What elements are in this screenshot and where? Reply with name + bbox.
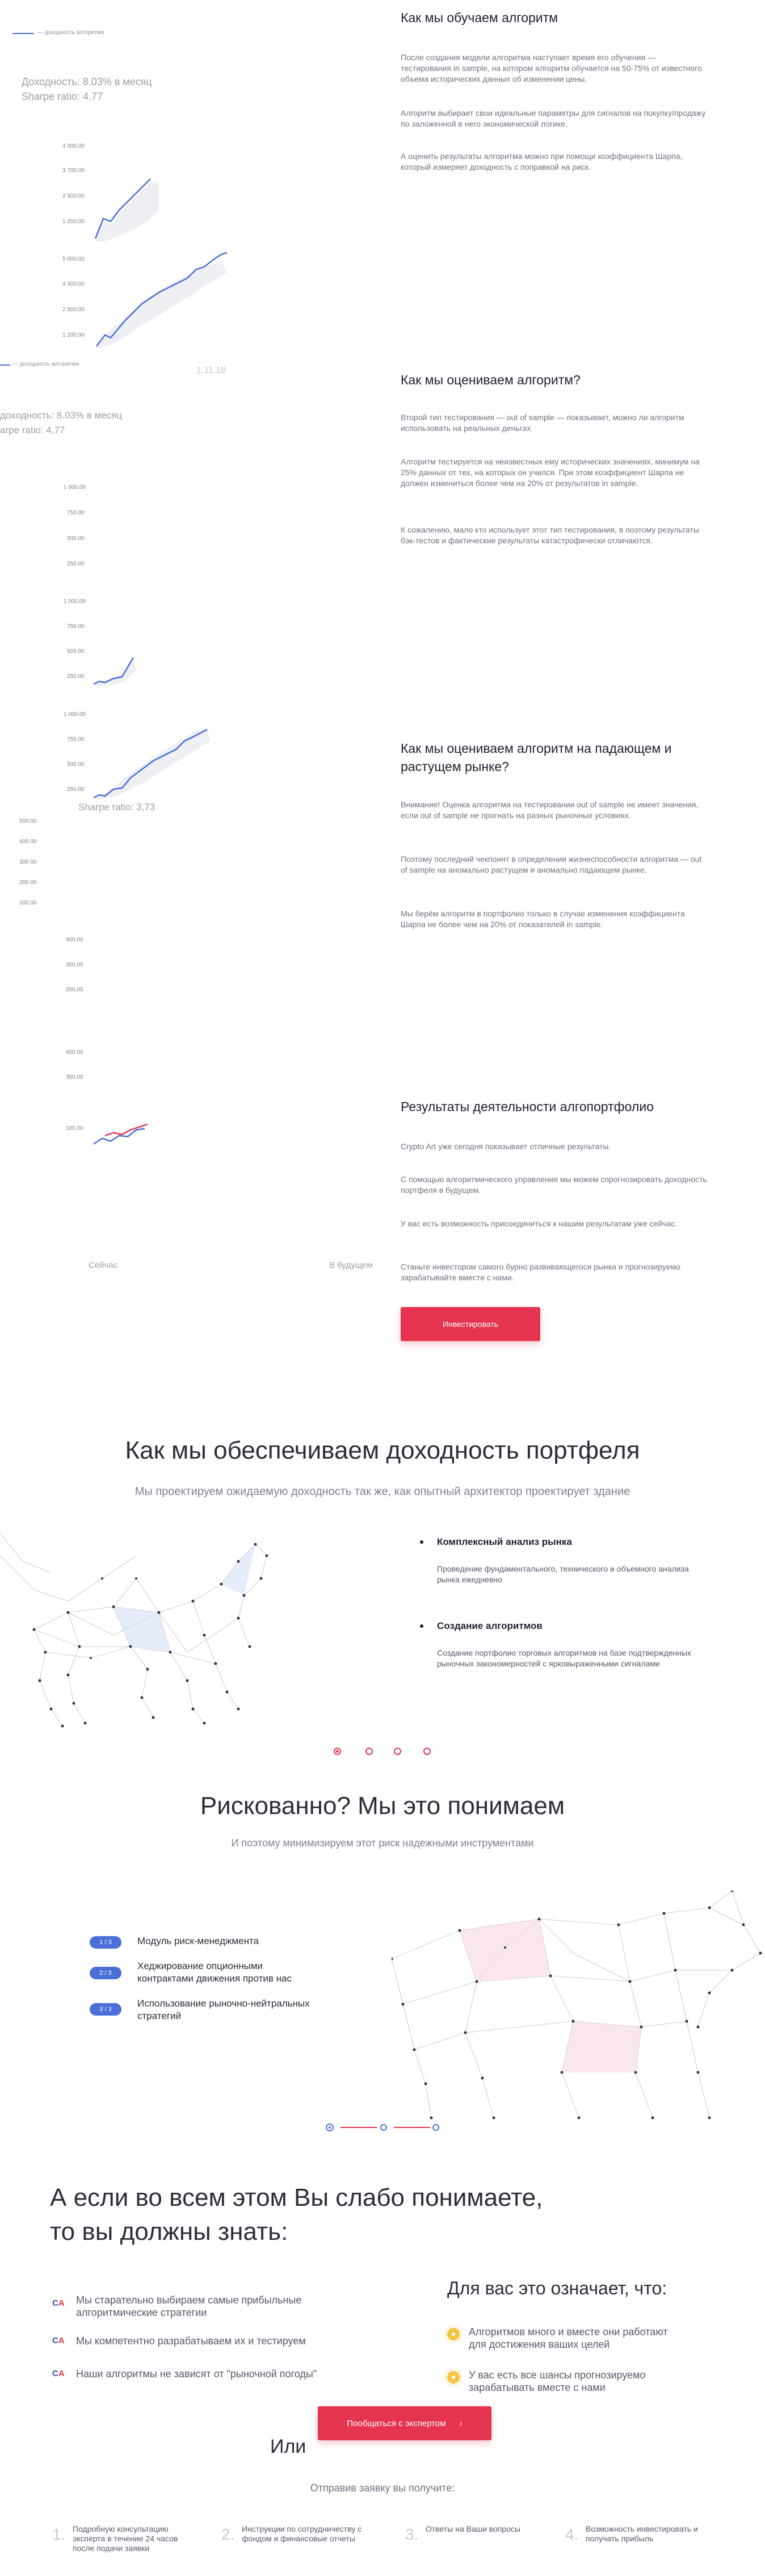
risk-badge-3: 3 / 3 [90, 2003, 121, 2016]
ca-logo-icon-2: CA [52, 2336, 65, 2345]
risk-badge-1: 1 / 3 [90, 1936, 121, 1949]
risk-label-3: Использование рыночно-нейтральных стратегий [137, 1998, 310, 2021]
pager-dot-4[interactable] [423, 1748, 431, 1755]
step-text-4: Возможность инвестировать и получать прибыль [586, 2524, 698, 2543]
section-results-title: Результаты деятельности алгопортфолио [401, 1099, 654, 1114]
know-item-1: Мы старательно выбираем самые прибыльные алгоритмические стратегии [76, 2294, 302, 2318]
top-chart-a [91, 165, 165, 244]
risk-badge-2: 2 / 3 [90, 1967, 121, 1979]
sharpe-label: Sharpe ratio: 4,77 [22, 91, 103, 102]
step-text-2: Инструкции по сотрудничеству с фондом и финансовые отчеты [242, 2524, 362, 2543]
section-portfolio-title: Как мы обеспечиваем доходность портфеля [125, 1436, 640, 1464]
ca-logo-icon-1: CA [52, 2298, 65, 2308]
pager-dot-2[interactable] [365, 1748, 373, 1755]
return-label: Доходность: 8.03% в месяц [22, 76, 152, 87]
chart-b-band [96, 261, 227, 349]
expert-button-label: Пообщаться с экспертом [347, 2418, 446, 2428]
section-market-p3: Мы берём алгоритм в портфолио только в случае изменения коэффициента Шарпа не более чем на 20% от показателей in sample. [401, 909, 685, 929]
section-results-p2: С помощью алгоритмического управления мы можем спрогнозировать доходность портфеля в будущем. [401, 1175, 707, 1195]
expert-button[interactable] [318, 2406, 491, 2440]
mid-chart-d [91, 653, 142, 687]
step-text-3: Ответы на Ваши вопросы [426, 2524, 521, 2533]
bottom-chart [91, 1113, 153, 1147]
pager-dot-1[interactable] [334, 1748, 341, 1755]
step-text-1: Подробную консультацию эксперта в течение 24 часов после подачи заявки [73, 2524, 178, 2553]
section-train-title: Как мы обучаем алгоритм [401, 10, 558, 25]
risk-pager-dot-3[interactable] [432, 2124, 439, 2131]
ca-logo-icon-3: CA [52, 2369, 65, 2378]
section-know-title-line1: А если во всем этом Вы слабо понимаете, [50, 2184, 543, 2211]
yellow-dot-icon-2 [447, 2371, 460, 2384]
mid-chart-e [91, 710, 216, 801]
section-train-p3: А оценить результаты алгоритма можно при помощи коэффициента Шарпа, который измеряет доходность с поправкой на риск. [401, 152, 683, 171]
bull-illustration [0, 1522, 318, 1737]
means-item-2: У вас есть все шансы прогнозируемо зарабатывать вместе с нами [469, 2369, 646, 2393]
section-results-p4: Станьте инвестором самого бурно развивающегося рынка и прогнозируемо зарабатывайте вместе с нами. [401, 1262, 680, 1282]
section-risk-subtitle: И поэтому минимизируем этот риск надежными инструментами [231, 1837, 534, 1849]
know-item-3: Наши алгоритмы не зависят от "рыночной погоды" [76, 2368, 317, 2380]
step-num-4: 4. [565, 2525, 579, 2543]
means-item-1: Алгоритмов много и вместе они работают для достижения ваших целей [469, 2326, 668, 2350]
top-chart-b [91, 238, 233, 352]
section-eval-p1: Второй тип тестирования — out of sample — показывает, можно ли алгоритм использовать на реальных деньгах [401, 413, 684, 433]
risk-label-1: Модуль риск-менеджмента [137, 1936, 259, 1946]
section-eval-p3: К сожалению, мало кто использует этот тип тестирования, в поэтому результаты бэк-тестов и фактические результаты катастрофически отличаются. [401, 525, 699, 545]
section-market-p2: Поэтому последний чекпоинт в определении жизнеспособности алгоритма — out of sample на аномально растущем и аномально падающем рынке. [401, 855, 702, 874]
section-results-p1: Crypto Art уже сегодня показывает отличные результаты. [401, 1142, 611, 1151]
pager-dot-3[interactable] [394, 1748, 401, 1755]
section-market-p1: Внимание! Оценка алгоритма на тестировании out of sample не имеет значения, если out of sample не прогнать на разных рыночных условиях. [401, 800, 699, 820]
future-label: В будущем [329, 1260, 373, 1270]
step-num-2: 2. [221, 2525, 235, 2543]
means-title: Для вас это означает, что: [447, 2278, 667, 2298]
section-eval-title: Как мы оцениваем алгоритм? [401, 372, 581, 387]
arrow-right-icon: › [459, 2418, 463, 2428]
bear-illustration [392, 1891, 765, 2129]
chart-a-band [95, 182, 159, 241]
section-results-p3: У вас есть возможность присоединиться к нашим результатам уже сейчас. [401, 1219, 678, 1228]
section-know-title-line2: то вы должны знать: [50, 2218, 288, 2246]
section-risk-title: Рискованно? Мы это понимаем [200, 1792, 565, 1820]
cta-note: Отправив заявку вы получите: [310, 2482, 455, 2494]
or-label: Или [270, 2436, 306, 2457]
top-chart-legend: — доходность алгоритма [12, 30, 126, 37]
section-eval-p2: Алгоритм тестируется на неизвестных ему исторических значениях, минимум на 25% данных от тех, на которых он учился. При этом коэффициент Шарпа не должен измениться более чем на 20% от результатов in sample. [401, 457, 700, 488]
date-label: 1.11.18 [196, 366, 226, 375]
mid-return-label: доходность: 8.03% в месяц [0, 410, 123, 421]
section-train-p1: После создания модели алгоритма наступает время его обучения — тестирования in sample, на котором алгоритм обучается на 50-75% от известного объема исторических данных об изменении цены. [401, 53, 702, 83]
risk-pager-dot-2[interactable] [380, 2124, 387, 2131]
mid-sharpe2-label: Sharpe ratio: 3,73 [78, 802, 155, 812]
risk-pager-dot-1[interactable] [326, 2123, 334, 2131]
yellow-dot-icon-1 [447, 2328, 460, 2340]
step-num-3: 3. [405, 2525, 419, 2543]
section-portfolio-subtitle: Мы проектируем ожидаемую доходность так же, как опытный архитектор проектирует здание [134, 1485, 631, 1498]
section-train-p2: Алгоритм выбирает свои идеальные параметры для сигналов на покупку/продажу по заложенной в него экономической логике. [401, 108, 706, 128]
section-market-title: Как мы оцениваем алгоритм на падающем и растущем рынке? [401, 741, 672, 774]
bottom-legend: — доходность алгоритма [0, 361, 114, 369]
mid-sharpe-label: arpe ratio: 4,77 [0, 425, 65, 435]
risk-label-2: Хеджирование опционными контрактами движения против нас [137, 1961, 292, 1984]
invest-button[interactable]: Инвестировать [401, 1307, 540, 1341]
now-label: Сейчас [89, 1260, 118, 1270]
step-num-1: 1. [52, 2525, 66, 2543]
know-item-2: Мы компетентно разрабатываем их и тестируем [76, 2335, 306, 2347]
